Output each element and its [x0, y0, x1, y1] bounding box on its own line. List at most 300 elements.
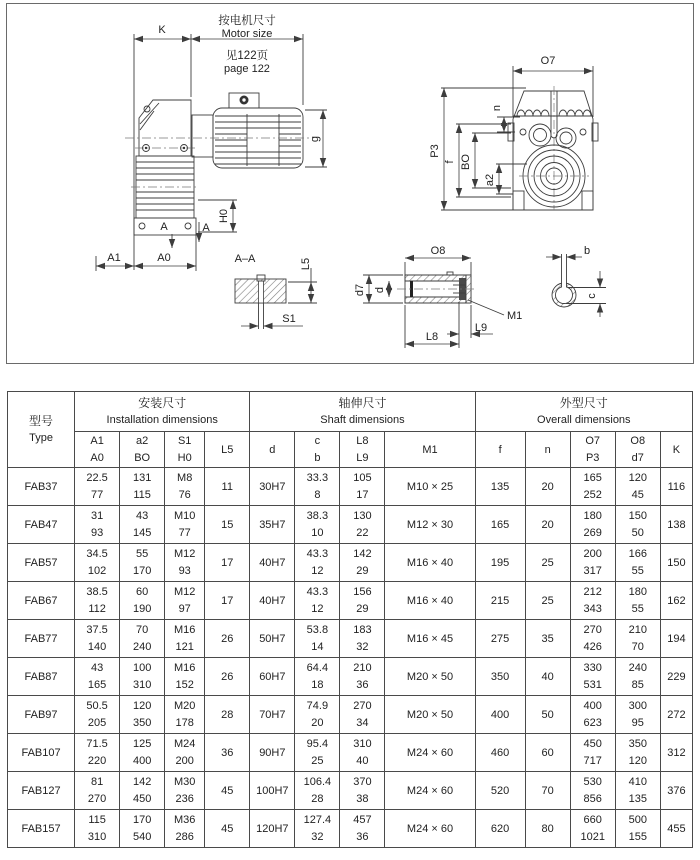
cell-o7-p3	[570, 544, 615, 582]
dim-label-d7: d7	[354, 283, 366, 297]
cell-s1-h0	[165, 658, 205, 696]
cell-line: BO	[134, 451, 151, 464]
cell-line: 370	[353, 775, 372, 788]
cell-a1-a0	[75, 658, 120, 696]
cell-k: 455	[660, 810, 692, 848]
cell-l5: 28	[205, 696, 250, 734]
cell-a1-a0	[75, 696, 120, 734]
group-label-cn: 安装尺寸	[138, 396, 187, 410]
cell-line: 102	[87, 564, 107, 577]
see-page-label-en: page 122	[224, 63, 270, 75]
cell-line: 142	[132, 775, 152, 788]
cell-d: 70H7	[250, 696, 295, 734]
cell-o7-p3	[570, 658, 615, 696]
cell-line: 210	[628, 623, 647, 636]
cell-line: 131	[132, 471, 152, 484]
table-row	[8, 734, 693, 772]
col-header-c-b	[295, 432, 340, 468]
dimensions-table	[7, 391, 693, 848]
cell-line: 457	[353, 813, 372, 826]
cell-type: FAB67	[8, 582, 75, 620]
table-row	[8, 582, 693, 620]
cell-line: 410	[628, 775, 647, 788]
cell-line: 36	[356, 678, 369, 691]
cell-line: 400	[583, 699, 602, 712]
motor-size-label-en: Motor size	[221, 28, 273, 40]
cell-line: 252	[583, 488, 602, 501]
cell-line: M20	[173, 699, 196, 712]
cell-c-b	[295, 544, 340, 582]
cell-m1: M10 × 25	[385, 468, 475, 506]
table-row	[8, 544, 693, 582]
cell-line: 76	[178, 488, 191, 501]
cell-n: 20	[525, 468, 570, 506]
cell-line: 22.5	[86, 471, 108, 484]
cell-o7-p3	[570, 734, 615, 772]
cell-l5: 26	[205, 620, 250, 658]
cell-o8-d7	[615, 696, 660, 734]
cell-line: 270	[583, 623, 602, 636]
cell-line: 20	[311, 716, 324, 729]
dim-label-bo: BO	[460, 154, 472, 170]
cell-line: 53.8	[306, 623, 329, 636]
cell-line: M24	[173, 737, 196, 750]
cell-f: 165	[475, 506, 525, 544]
cell-l8-l9	[340, 810, 385, 848]
cell-o8-d7	[615, 772, 660, 810]
cell-line: 135	[628, 792, 647, 805]
cell-type: FAB47	[8, 506, 75, 544]
cell-s1-h0	[165, 544, 205, 582]
section-cut-label-a-right: A	[202, 222, 210, 234]
col-header-type	[8, 392, 75, 468]
cell-line: 95.4	[306, 737, 329, 750]
cell-line: 330	[583, 661, 602, 674]
dim-label-l8: L8	[425, 331, 439, 343]
cell-line: 115	[88, 813, 106, 826]
cell-line: 38.3	[306, 509, 329, 522]
cell-line: 400	[132, 754, 152, 767]
cell-line: 152	[175, 678, 194, 691]
cell-line: 32	[311, 830, 324, 843]
dim-label-k: K	[158, 24, 166, 36]
cell-line: 25	[311, 754, 324, 767]
cell-line: 200	[583, 547, 602, 560]
group-label-en: Installation dimensions	[106, 414, 218, 426]
hollow-shaft-detail	[354, 245, 522, 348]
table-row	[8, 468, 693, 506]
cell-a2-bo	[120, 506, 165, 544]
cell-line: 93	[90, 526, 104, 539]
cell-l5: 15	[205, 506, 250, 544]
cell-line: 112	[88, 602, 106, 615]
cell-l5: 17	[205, 544, 250, 582]
cell-line: 310	[353, 737, 372, 750]
dim-label-d: d	[374, 286, 386, 294]
cell-m1: M20 × 50	[385, 696, 475, 734]
cell-n: 20	[525, 506, 570, 544]
table-row	[8, 658, 693, 696]
cell-line: 145	[132, 526, 152, 539]
dim-label-h0: H0	[218, 208, 230, 224]
col-header-a2-bo	[120, 432, 165, 468]
cell-line: M8	[177, 471, 193, 484]
cell-k: 162	[660, 582, 692, 620]
cell-c-b	[295, 696, 340, 734]
cell-m1: M16 × 40	[385, 544, 475, 582]
cell-line: 156	[353, 585, 372, 598]
cell-k: 194	[660, 620, 692, 658]
cell-line: 31	[90, 509, 104, 522]
cell-a2-bo	[120, 620, 165, 658]
cell-line: 1021	[580, 830, 605, 843]
cell-line: 350	[132, 716, 152, 729]
cell-line: 450	[132, 792, 152, 805]
cell-line: 310	[132, 678, 152, 691]
col-header-m1: M1	[385, 432, 475, 468]
cell-l8-l9	[340, 468, 385, 506]
cell-line: 240	[628, 661, 647, 674]
cell-line: 317	[583, 564, 602, 577]
cell-line: M16	[173, 661, 196, 674]
dim-label-a2: a2	[484, 173, 496, 187]
cell-n: 80	[525, 810, 570, 848]
cell-line: 95	[631, 716, 644, 729]
cell-l8-l9	[340, 772, 385, 810]
cell-line: 500	[628, 813, 647, 826]
col-header-f: f	[475, 432, 525, 468]
table-row	[8, 810, 693, 848]
cell-line: 623	[583, 716, 602, 729]
table-row	[8, 772, 693, 810]
cell-f: 620	[475, 810, 525, 848]
table-body	[8, 468, 693, 848]
cell-l5: 26	[205, 658, 250, 696]
cell-line: M36	[173, 813, 196, 826]
cell-n: 50	[525, 696, 570, 734]
cell-l8-l9	[340, 582, 385, 620]
cell-k: 376	[660, 772, 692, 810]
cell-m1: M24 × 60	[385, 810, 475, 848]
group-label-cn: 轴伸尺寸	[338, 396, 387, 410]
cell-c-b	[295, 582, 340, 620]
cell-line: 34	[356, 716, 369, 729]
cell-line: 170	[132, 564, 152, 577]
col-header-a1-a0	[75, 432, 120, 468]
cell-n: 25	[525, 544, 570, 582]
cell-d: 60H7	[250, 658, 295, 696]
cell-a1-a0	[75, 620, 120, 658]
cell-line: 74.9	[306, 699, 329, 712]
cell-m1: M20 × 50	[385, 658, 475, 696]
cell-type: FAB87	[8, 658, 75, 696]
cell-l8-l9	[340, 696, 385, 734]
cell-a2-bo	[120, 734, 165, 772]
cell-n: 70	[525, 772, 570, 810]
cell-line: 32	[356, 640, 369, 653]
cell-line: 55	[631, 564, 644, 577]
cell-line: A1	[90, 434, 104, 447]
cell-line: O7	[585, 434, 601, 447]
cell-line: 127.4	[303, 813, 332, 826]
cell-line: 165	[87, 678, 107, 691]
cell-line: 70	[136, 623, 149, 636]
dim-label-f: f	[444, 160, 456, 164]
table-row	[8, 620, 693, 658]
cell-type: FAB97	[8, 696, 75, 734]
cell-l8-l9	[340, 506, 385, 544]
cell-line: 121	[175, 640, 194, 653]
cell-line: 22	[356, 526, 369, 539]
cell-d: 40H7	[250, 544, 295, 582]
cell-k: 312	[660, 734, 692, 772]
col-header-l8-l9	[340, 432, 385, 468]
cell-line: 85	[631, 678, 644, 691]
cell-line: 205	[87, 716, 107, 729]
cell-c-b	[295, 810, 340, 848]
dim-label-m1: M1	[507, 310, 523, 322]
cell-k: 272	[660, 696, 692, 734]
cell-d: 50H7	[250, 620, 295, 658]
col-header-k: K	[660, 432, 692, 468]
cell-a1-a0	[75, 810, 120, 848]
cell-c-b	[295, 734, 340, 772]
cell-line: 240	[132, 640, 152, 653]
cell-a1-a0	[75, 468, 120, 506]
cell-line: 34.5	[86, 547, 108, 560]
cell-line: 12	[311, 602, 324, 615]
shaft-section-detail	[546, 245, 606, 317]
cell-line: 140	[87, 640, 107, 653]
table-header-groups	[8, 392, 693, 432]
cell-line: 33.3	[306, 471, 329, 484]
cell-s1-h0	[165, 468, 205, 506]
cell-line: 350	[628, 737, 647, 750]
cell-line: 450	[583, 737, 602, 750]
cell-f: 215	[475, 582, 525, 620]
cell-line: 310	[87, 830, 107, 843]
cell-line: M12	[173, 585, 196, 598]
cell-l8-l9	[340, 658, 385, 696]
cell-line: 12	[311, 564, 324, 577]
cell-m1: M12 × 30	[385, 506, 475, 544]
cell-line: 10	[311, 526, 324, 539]
table-row	[8, 506, 693, 544]
cell-m1: M24 × 60	[385, 734, 475, 772]
cell-line: c	[314, 434, 321, 447]
table-row	[8, 696, 693, 734]
dim-label-c: c	[586, 293, 598, 299]
cell-type: FAB57	[8, 544, 75, 582]
cell-line: 29	[356, 602, 369, 615]
cell-line: 14	[311, 640, 324, 653]
cell-o7-p3	[570, 468, 615, 506]
cell-f: 350	[475, 658, 525, 696]
cell-line: H0	[177, 451, 192, 464]
type-header-en: Type	[29, 432, 53, 444]
cell-line: M10	[173, 509, 196, 522]
cell-line: 300	[628, 699, 647, 712]
cell-s1-h0	[165, 582, 205, 620]
cell-l8-l9	[340, 734, 385, 772]
cell-n: 40	[525, 658, 570, 696]
cell-line: 40	[356, 754, 369, 767]
cell-line: M12	[173, 547, 196, 560]
col-header-o7-p3	[570, 432, 615, 468]
cell-d: 40H7	[250, 582, 295, 620]
cell-line: 18	[311, 678, 324, 691]
front-view	[429, 55, 598, 210]
cell-s1-h0	[165, 506, 205, 544]
cell-f: 275	[475, 620, 525, 658]
cell-line: 270	[353, 699, 372, 712]
cell-line: 38.5	[86, 585, 108, 598]
cell-line: 200	[175, 754, 194, 767]
cell-line: O8	[630, 434, 646, 447]
cell-k: 116	[660, 468, 692, 506]
cell-line: 38	[356, 792, 369, 805]
cell-line: 717	[583, 754, 602, 767]
cell-a2-bo	[120, 810, 165, 848]
cell-d: 90H7	[250, 734, 295, 772]
cell-l5: 11	[205, 468, 250, 506]
side-view	[96, 13, 327, 271]
cell-s1-h0	[165, 810, 205, 848]
cell-line: 29	[356, 564, 369, 577]
cell-l8-l9	[340, 544, 385, 582]
cell-d: 100H7	[250, 772, 295, 810]
cell-f: 135	[475, 468, 525, 506]
dim-label-o7: O7	[540, 55, 556, 67]
cell-a1-a0	[75, 582, 120, 620]
cell-k: 229	[660, 658, 692, 696]
cell-k: 138	[660, 506, 692, 544]
cell-line: M16	[173, 623, 196, 636]
cell-a2-bo	[120, 696, 165, 734]
dim-label-a1: A1	[107, 252, 121, 264]
dim-label-b: b	[583, 245, 591, 257]
cell-o8-d7	[615, 468, 660, 506]
cell-line: 180	[628, 585, 647, 598]
cell-a2-bo	[120, 544, 165, 582]
cell-line: 43.3	[306, 547, 329, 560]
cell-line: M30	[173, 775, 196, 788]
cell-c-b	[295, 468, 340, 506]
cell-m1: M16 × 45	[385, 620, 475, 658]
cell-o8-d7	[615, 620, 660, 658]
cell-line: 210	[353, 661, 372, 674]
cell-line: 36	[356, 830, 369, 843]
cell-a1-a0	[75, 506, 120, 544]
cell-line: 81	[90, 775, 104, 788]
cell-o8-d7	[615, 582, 660, 620]
cell-s1-h0	[165, 696, 205, 734]
cell-line: 105	[353, 471, 372, 484]
cell-l5: 17	[205, 582, 250, 620]
cell-k: 150	[660, 544, 692, 582]
col-header-s1-h0	[165, 432, 205, 468]
cell-l5: 36	[205, 734, 250, 772]
cell-line: 286	[175, 830, 194, 843]
group-header-shaft	[250, 392, 475, 432]
cell-line: 426	[583, 640, 602, 653]
cell-a2-bo	[120, 658, 165, 696]
cell-a1-a0	[75, 544, 120, 582]
cell-line: 43	[136, 509, 149, 522]
cell-line: 540	[132, 830, 152, 843]
cell-l8-l9	[340, 620, 385, 658]
cell-line: 183	[353, 623, 372, 636]
cell-type: FAB107	[8, 734, 75, 772]
cell-f: 195	[475, 544, 525, 582]
cell-o8-d7	[615, 734, 660, 772]
cell-line: 77	[178, 526, 191, 539]
cell-a2-bo	[120, 582, 165, 620]
group-label-cn: 外型尺寸	[559, 396, 608, 410]
cell-o8-d7	[615, 810, 660, 848]
section-cut-label-a-left: A	[160, 221, 168, 233]
cell-a2-bo	[120, 468, 165, 506]
dim-label-o8: O8	[430, 245, 446, 257]
cell-line: 60	[136, 585, 149, 598]
cell-line: 71.5	[86, 737, 108, 750]
cell-line: 531	[583, 678, 602, 691]
cell-line: 97	[178, 602, 191, 615]
cell-line: 37.5	[86, 623, 108, 636]
cell-o8-d7	[615, 544, 660, 582]
technical-drawing	[7, 4, 693, 363]
cell-line: 115	[133, 488, 151, 501]
cell-d: 35H7	[250, 506, 295, 544]
cell-line: S1	[177, 434, 192, 447]
col-header-o8-d7	[615, 432, 660, 468]
mounting-section-detail	[235, 253, 317, 329]
group-label-en: Shaft dimensions	[320, 414, 405, 426]
dim-label-g: g	[309, 135, 321, 143]
cell-line: 45	[631, 488, 644, 501]
cell-o7-p3	[570, 582, 615, 620]
cell-line: 8	[314, 488, 321, 501]
cell-line: 856	[583, 792, 602, 805]
group-header-overall	[475, 392, 692, 432]
cell-l5: 45	[205, 772, 250, 810]
cell-o7-p3	[570, 810, 615, 848]
cell-line: A0	[90, 451, 104, 464]
cell-o7-p3	[570, 696, 615, 734]
cell-line: 28	[311, 792, 324, 805]
cell-line: P3	[585, 451, 600, 464]
dim-label-a0: A0	[157, 252, 171, 264]
cell-m1: M16 × 40	[385, 582, 475, 620]
col-header-n: n	[525, 432, 570, 468]
group-header-installation	[75, 392, 250, 432]
cell-line: 180	[583, 509, 602, 522]
cell-line: 125	[132, 737, 152, 750]
cell-s1-h0	[165, 734, 205, 772]
cell-line: b	[314, 451, 321, 464]
cell-f: 520	[475, 772, 525, 810]
cell-f: 460	[475, 734, 525, 772]
cell-line: 236	[175, 792, 194, 805]
cell-o8-d7	[615, 658, 660, 696]
section-view-label: A–A	[234, 253, 256, 265]
cell-c-b	[295, 658, 340, 696]
cell-o8-d7	[615, 506, 660, 544]
cell-o7-p3	[570, 506, 615, 544]
cell-a1-a0	[75, 772, 120, 810]
cell-line: 55	[631, 602, 644, 615]
cell-line: 55	[136, 547, 149, 560]
